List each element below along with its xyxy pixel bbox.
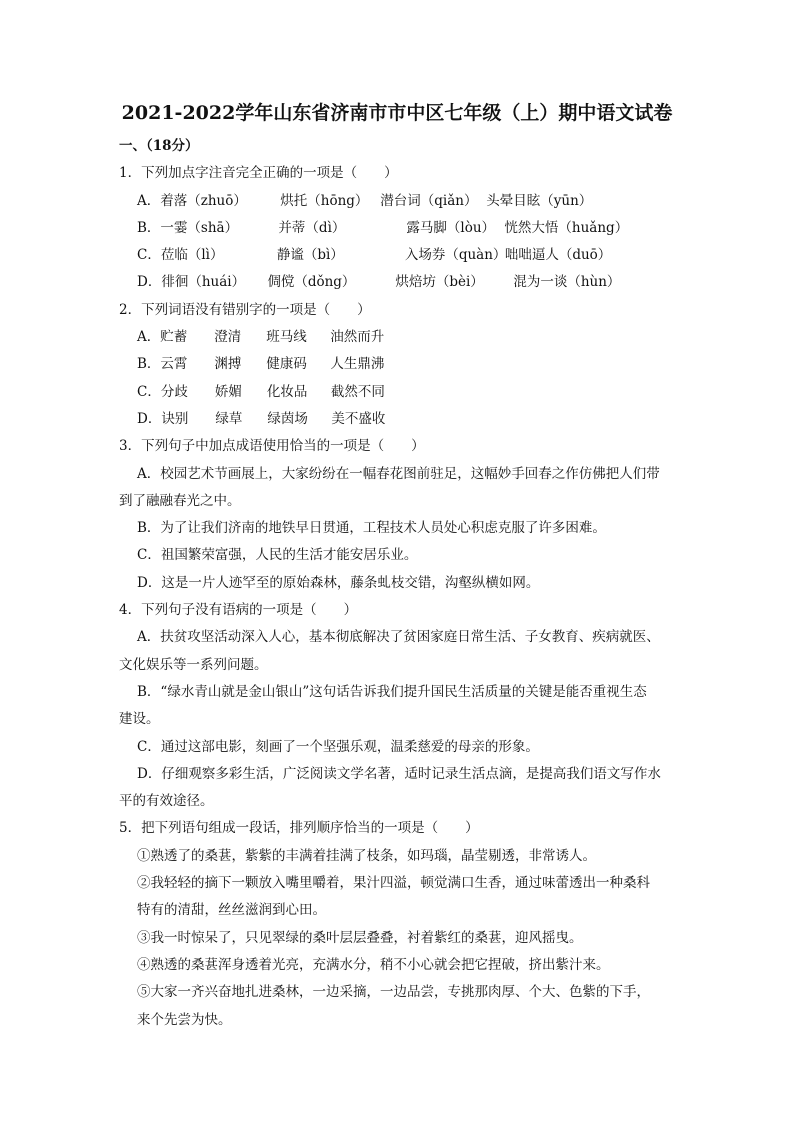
page-title: 2021-2022学年山东省济南市市中区七年级（上）期中语文试卷 (121, 102, 673, 124)
question-4-stem: 4．下列句子没有语病的一项是（ ） (119, 602, 358, 619)
option-word: 云霄 (160, 356, 188, 373)
question-5-sentence-5-cont: 来个先尝为快。 (137, 1011, 232, 1028)
option-word: 烘焙坊（bèi） (395, 274, 484, 291)
exam-content (119, 133, 679, 1034)
option-word: 混为一谈（hùn） (513, 274, 621, 291)
option-word: 澄清 (214, 329, 242, 346)
option-word: 莅临（lì） (160, 247, 224, 264)
option-label: D． (137, 410, 162, 427)
option-label: C． (137, 383, 161, 400)
question-2-option-a (119, 324, 679, 351)
option-label: A． (137, 329, 161, 346)
option-word: 贮蓄 (160, 329, 188, 346)
question-1-option-d (119, 269, 679, 296)
question-5-sentence-2: ②我轻轻的摘下一颗放入嘴里嚼着，果汁四溢，顿觉满口生香，通过味蕾透出一种桑科 (137, 875, 650, 892)
option-word: 健康码 (266, 356, 307, 373)
question-3-option-a-cont: 到了融融春光之中。 (119, 492, 241, 509)
section-heading: 一、（18分） (119, 138, 199, 154)
option-word: 入场券（quàn） (404, 247, 507, 264)
question-1-option-c (119, 242, 679, 269)
option-word: 化妆品 (266, 383, 308, 400)
question-3-option-b: B．为了让我们济南的地铁早日贯通，工程技术人员处心积虑克服了许多困难。 (137, 520, 606, 537)
question-1-option-a (119, 188, 679, 215)
question-4-option-c: C．通过这部电影，刻画了一个坚强乐观，温柔慈爱的母亲的形象。 (137, 738, 539, 755)
option-label: C． (137, 247, 161, 264)
option-word: 班马线 (266, 329, 307, 346)
question-5-sentence-2-cont: 特有的清甜，丝丝滋润到心田。 (137, 902, 326, 919)
option-word: 露马脚（lòu） (406, 219, 496, 236)
question-4-option-b: B．“绿水青山就是金山银山”这句话告诉我们提升国民生活质量的关键是能否重视生态 (137, 683, 647, 700)
option-word: 人生鼎沸 (330, 356, 385, 373)
option-word: 并蒂（dì） (278, 219, 346, 236)
option-word: 咄咄逼人（duō） (504, 247, 612, 264)
option-word: 一霎（shā） (160, 219, 239, 236)
option-word: 徘徊（huái） (161, 274, 246, 291)
option-word: 诀别 (161, 410, 189, 427)
option-word: 着落（zhuō） (160, 192, 247, 209)
option-word: 倜傥（dǒng） (267, 274, 356, 291)
question-2-option-c (119, 379, 679, 406)
question-3-option-d: D．这是一片人迹罕至的原始森林，藤条虬枝交错，沟壑纵横如网。 (137, 574, 540, 591)
question-5-sentence-3: ③我一时惊呆了，只见翠绿的桑叶层层叠叠，衬着紫红的桑葚，迎风摇曳。 (137, 929, 583, 946)
option-word: 潜台词（qiǎn） (380, 192, 478, 209)
option-word: 恍然大悟（huǎng） (504, 219, 629, 236)
question-3-option-a: A．校园艺术节画展上，大家纷纷在一幅春花图前驻足，这幅妙手回春之作仿佛把人们带 (137, 465, 660, 482)
option-word: 头晕目眩（yūn） (486, 192, 593, 209)
question-4-option-d: D．仔细观察多彩生活，广泛阅读文学名著，适时记录生活点滴，是提高我们语文写作水 (137, 765, 661, 782)
question-1-option-b (119, 215, 679, 242)
option-word: 烘托（hōng） (280, 192, 369, 209)
option-word: 静谧（bì） (276, 247, 344, 264)
question-4-option-b-cont: 建设。 (119, 711, 160, 728)
option-word: 渊搏 (214, 356, 242, 373)
option-word: 娇媚 (214, 383, 242, 400)
option-word: 分歧 (160, 383, 188, 400)
question-2-option-d (119, 406, 679, 433)
question-5-sentence-4: ④熟透的桑葚浑身透着光亮，充满水分，稍不小心就会把它捏破，挤出紫汁来。 (137, 956, 610, 973)
question-1-stem: 1．下列加点字注音完全正确的一项是（ ） (119, 165, 398, 182)
option-word: 截然不同 (330, 383, 385, 400)
option-word: 油然而升 (330, 329, 385, 346)
question-3-stem: 3．下列句子中加点成语使用恰当的一项是（ ） (119, 438, 425, 455)
question-2-stem: 2．下列词语没有错别字的一项是（ ） (119, 301, 371, 318)
option-label: B． (137, 356, 161, 373)
question-5-sentence-1: ①熟透了的桑葚，紫紫的丰满着挂满了枝条，如玛瑙，晶莹剔透，非常诱人。 (137, 847, 596, 864)
question-2-option-b (119, 351, 679, 378)
question-3-option-c: C．祖国繁荣富强，人民的生活才能安居乐业。 (137, 547, 418, 564)
question-5-sentence-5: ⑤大家一齐兴奋地扎进桑林，一边采摘，一边品尝，专挑那肉厚、个大、色紫的下手， (137, 984, 650, 1001)
option-label: D． (137, 274, 162, 291)
question-4-option-d-cont: 平的有效途径。 (119, 793, 214, 810)
question-5-stem: 5．把下列语句组成一段话，排列顺序恰当的一项是（ ） (119, 820, 479, 837)
option-label: B． (137, 219, 161, 236)
option-word: 美不盛收 (331, 410, 386, 427)
question-4-option-a: A．扶贫攻坚活动深入人心，基本彻底解决了贫困家庭日常生活、子女教育、疾病就医、 (137, 629, 660, 646)
question-4-option-a-cont: 文化娱乐等一系列问题。 (119, 656, 268, 673)
option-label: A． (137, 192, 161, 209)
option-word: 绿茵场 (267, 410, 308, 427)
option-word: 绿草 (215, 410, 243, 427)
